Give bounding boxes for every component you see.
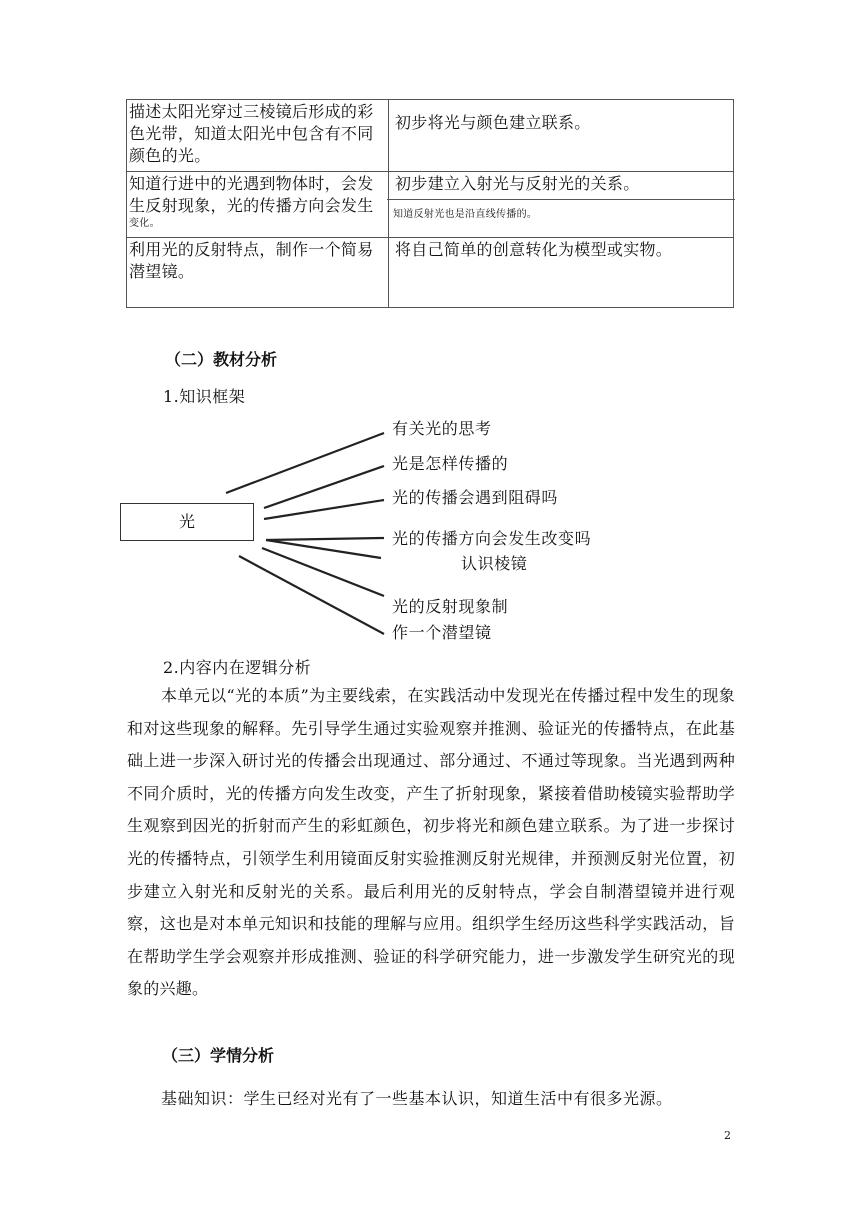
- table-cell: 描述太阳光穿过三棱镜后形成的彩色光带，知道太阳光中包含有不同颜色的光。: [127, 100, 389, 172]
- table-cell: 将自己简单的创意转化为模型或实物。: [389, 238, 734, 308]
- table-cell: 初步将光与颜色建立联系。: [389, 100, 734, 172]
- cell-small-text: 变化。: [129, 218, 160, 229]
- section-heading: （三）学情分析: [162, 1046, 275, 1065]
- diagram-node: 光的传播会遇到阻碍吗: [392, 488, 559, 507]
- branch-line: [266, 538, 384, 540]
- subheading: 1.知识框架: [163, 387, 246, 406]
- branch-line: [226, 433, 384, 493]
- diagram-root-box: 光: [120, 503, 254, 541]
- cell-text: 知道行进中的光遇到物体时，会发生反射现象，光的传播方向会发生: [129, 174, 374, 215]
- subheading: 2.内容内在逻辑分析: [163, 658, 312, 677]
- analysis-paragraph: 本单元以“光的本质”为主要线索，在实践活动中发现光在传播过程中发生的现象和对这些现象的解释。先引导学生通过实验观察并推测、验证光的传播特点，在此基础上进一步深入研讨光的传播会出现通过、部分通过、不通过等现象。当光遇到两种不同介质时，光的传播方向发生改变，产生了折射现象，紧接着借助棱镜实验帮助学生观察到因光的折射而产生的彩虹颜色，初步将光和颜色建立联系。为了进一步探讨光的传播特点，引领学生利用镜面反射实验推测反射光规律，并预测反射光位置，初步建立入射光和反射光的关系。最后利用光的反射特点，学会自制潜望镜并进行观察，这也是对本单元知识和技能的理解与应用。组织学生经历这些科学实践活动，旨在帮助学生学会观察并形成推测、验证的科学研究能力，进一步激发学生研究光的现象的兴趣。: [127, 686, 735, 999]
- table-cell: 利用光的反射特点，制作一个简易潜望镜。: [127, 238, 389, 308]
- diagram-node: 光是怎样传播的: [392, 454, 509, 473]
- cell-text: 初步建立入射光与反射光的关系。: [395, 174, 640, 193]
- section-heading: （二）教材分析: [165, 350, 278, 369]
- cell-small-text: 知道反射光也是沿直线传播的。: [393, 209, 538, 220]
- diagram-node: 认识棱镜: [461, 554, 528, 573]
- diagram-node: 光的反射现象制: [392, 597, 509, 616]
- diagram-node: 作一个潜望镜: [392, 623, 492, 642]
- page-number: 2: [724, 1129, 731, 1142]
- body-text: 基础知识：学生已经对光有了一些基本认识，知道生活中有很多光源。: [161, 1089, 673, 1108]
- diagram-node: 有关光的思考: [392, 419, 492, 438]
- diagram-node: 光的传播方向会发生改变吗: [392, 529, 592, 548]
